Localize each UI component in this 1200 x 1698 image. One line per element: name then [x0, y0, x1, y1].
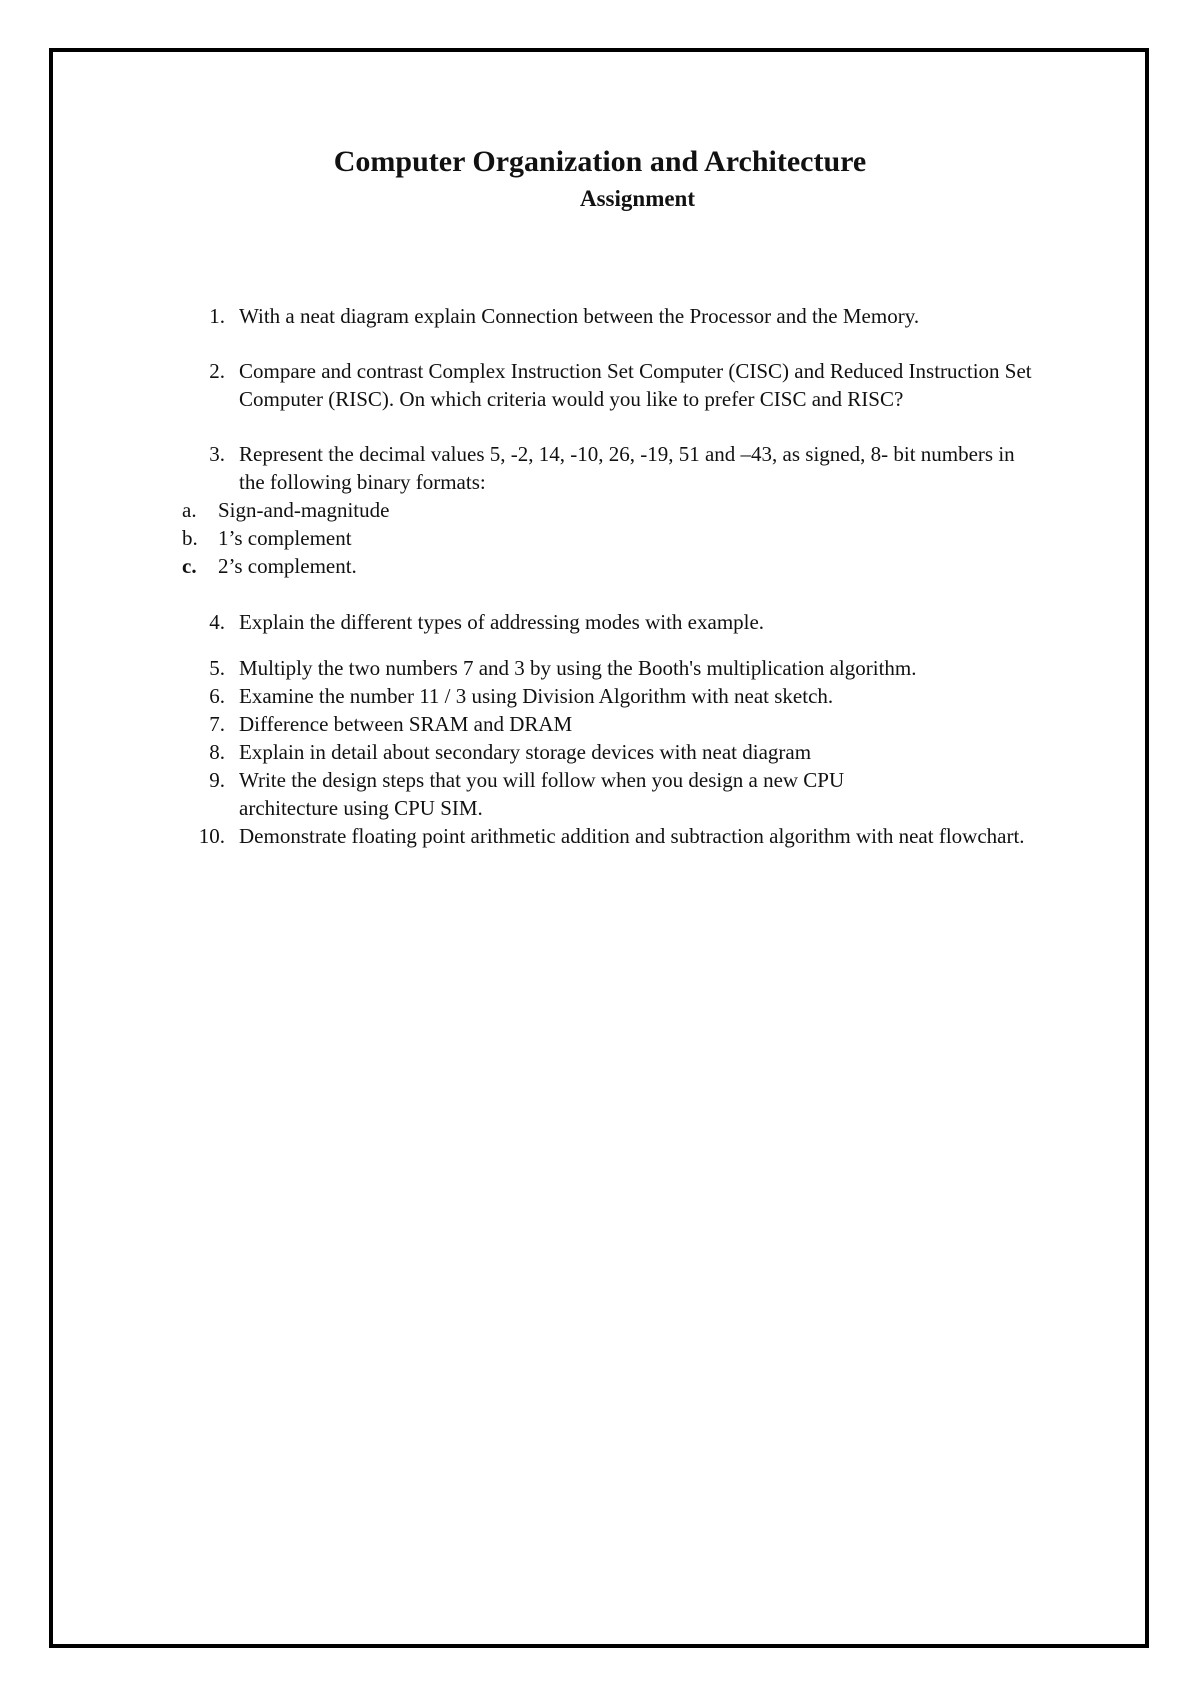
question-5 [209, 654, 1069, 682]
question-text: With a neat diagram explain Connection between the Processor and the Memory. [239, 304, 920, 328]
question-number: 2. [209, 359, 225, 383]
sub-item-letter: a. [182, 498, 197, 522]
question-8 [209, 738, 1069, 766]
question-number: 3. [209, 442, 225, 466]
question-number: 7. [209, 712, 225, 736]
question-text: Explain in detail about secondary storage devices with neat diagram [239, 740, 812, 764]
question-number: 8. [209, 740, 225, 764]
question-1 [209, 302, 1069, 330]
question-9 [209, 766, 939, 822]
question-text: Explain the different types of addressing modes with example. [239, 610, 765, 634]
question-number: 9. [209, 768, 225, 792]
question-text: Multiply the two numbers 7 and 3 by using the Booth's multiplication algorithm. [239, 656, 917, 680]
question-number: 6. [209, 684, 225, 708]
sub-item-text: 1’s complement [218, 526, 352, 550]
question-2 [209, 357, 1059, 413]
question-text: Compare and contrast Complex Instruction Set Computer (CISC) and Reduced Instruction Set Computer (RISC). On which criteria would you like to prefer CISC and RISC? [239, 359, 1032, 411]
question-text: Examine the number 11 / 3 using Division Algorithm with neat sketch. [239, 684, 834, 708]
sub-item-letter: c. [182, 554, 197, 578]
question-number: 10. [198, 824, 225, 848]
question-text: Demonstrate floating point arithmetic addition and subtraction algorithm with neat flowchart. [239, 824, 1025, 848]
sub-item-letter: b. [182, 526, 198, 550]
question-number: 4. [209, 610, 225, 634]
question-number: 1. [209, 304, 225, 328]
sub-item-text: Sign-and-magnitude [218, 498, 390, 522]
sub-item-text: 2’s complement. [218, 554, 357, 578]
question-10 [198, 822, 1069, 850]
question-3 [209, 440, 1039, 496]
page-subtitle: Assignment [580, 186, 696, 211]
question-6 [209, 682, 1069, 710]
question-number: 5. [209, 656, 225, 680]
question-text: Represent the decimal values 5, -2, 14, -10, 26, -19, 51 and –43, as signed, 8- bit numbers in the following binary formats: [239, 442, 1015, 494]
question-text: Write the design steps that you will follow when you design a new CPU architecture using CPU SIM. [239, 768, 845, 820]
question-7 [209, 710, 1069, 738]
question-4 [209, 608, 1069, 636]
question-text: Difference between SRAM and DRAM [239, 712, 573, 736]
page-title: Computer Organization and Architecture [333, 145, 867, 178]
